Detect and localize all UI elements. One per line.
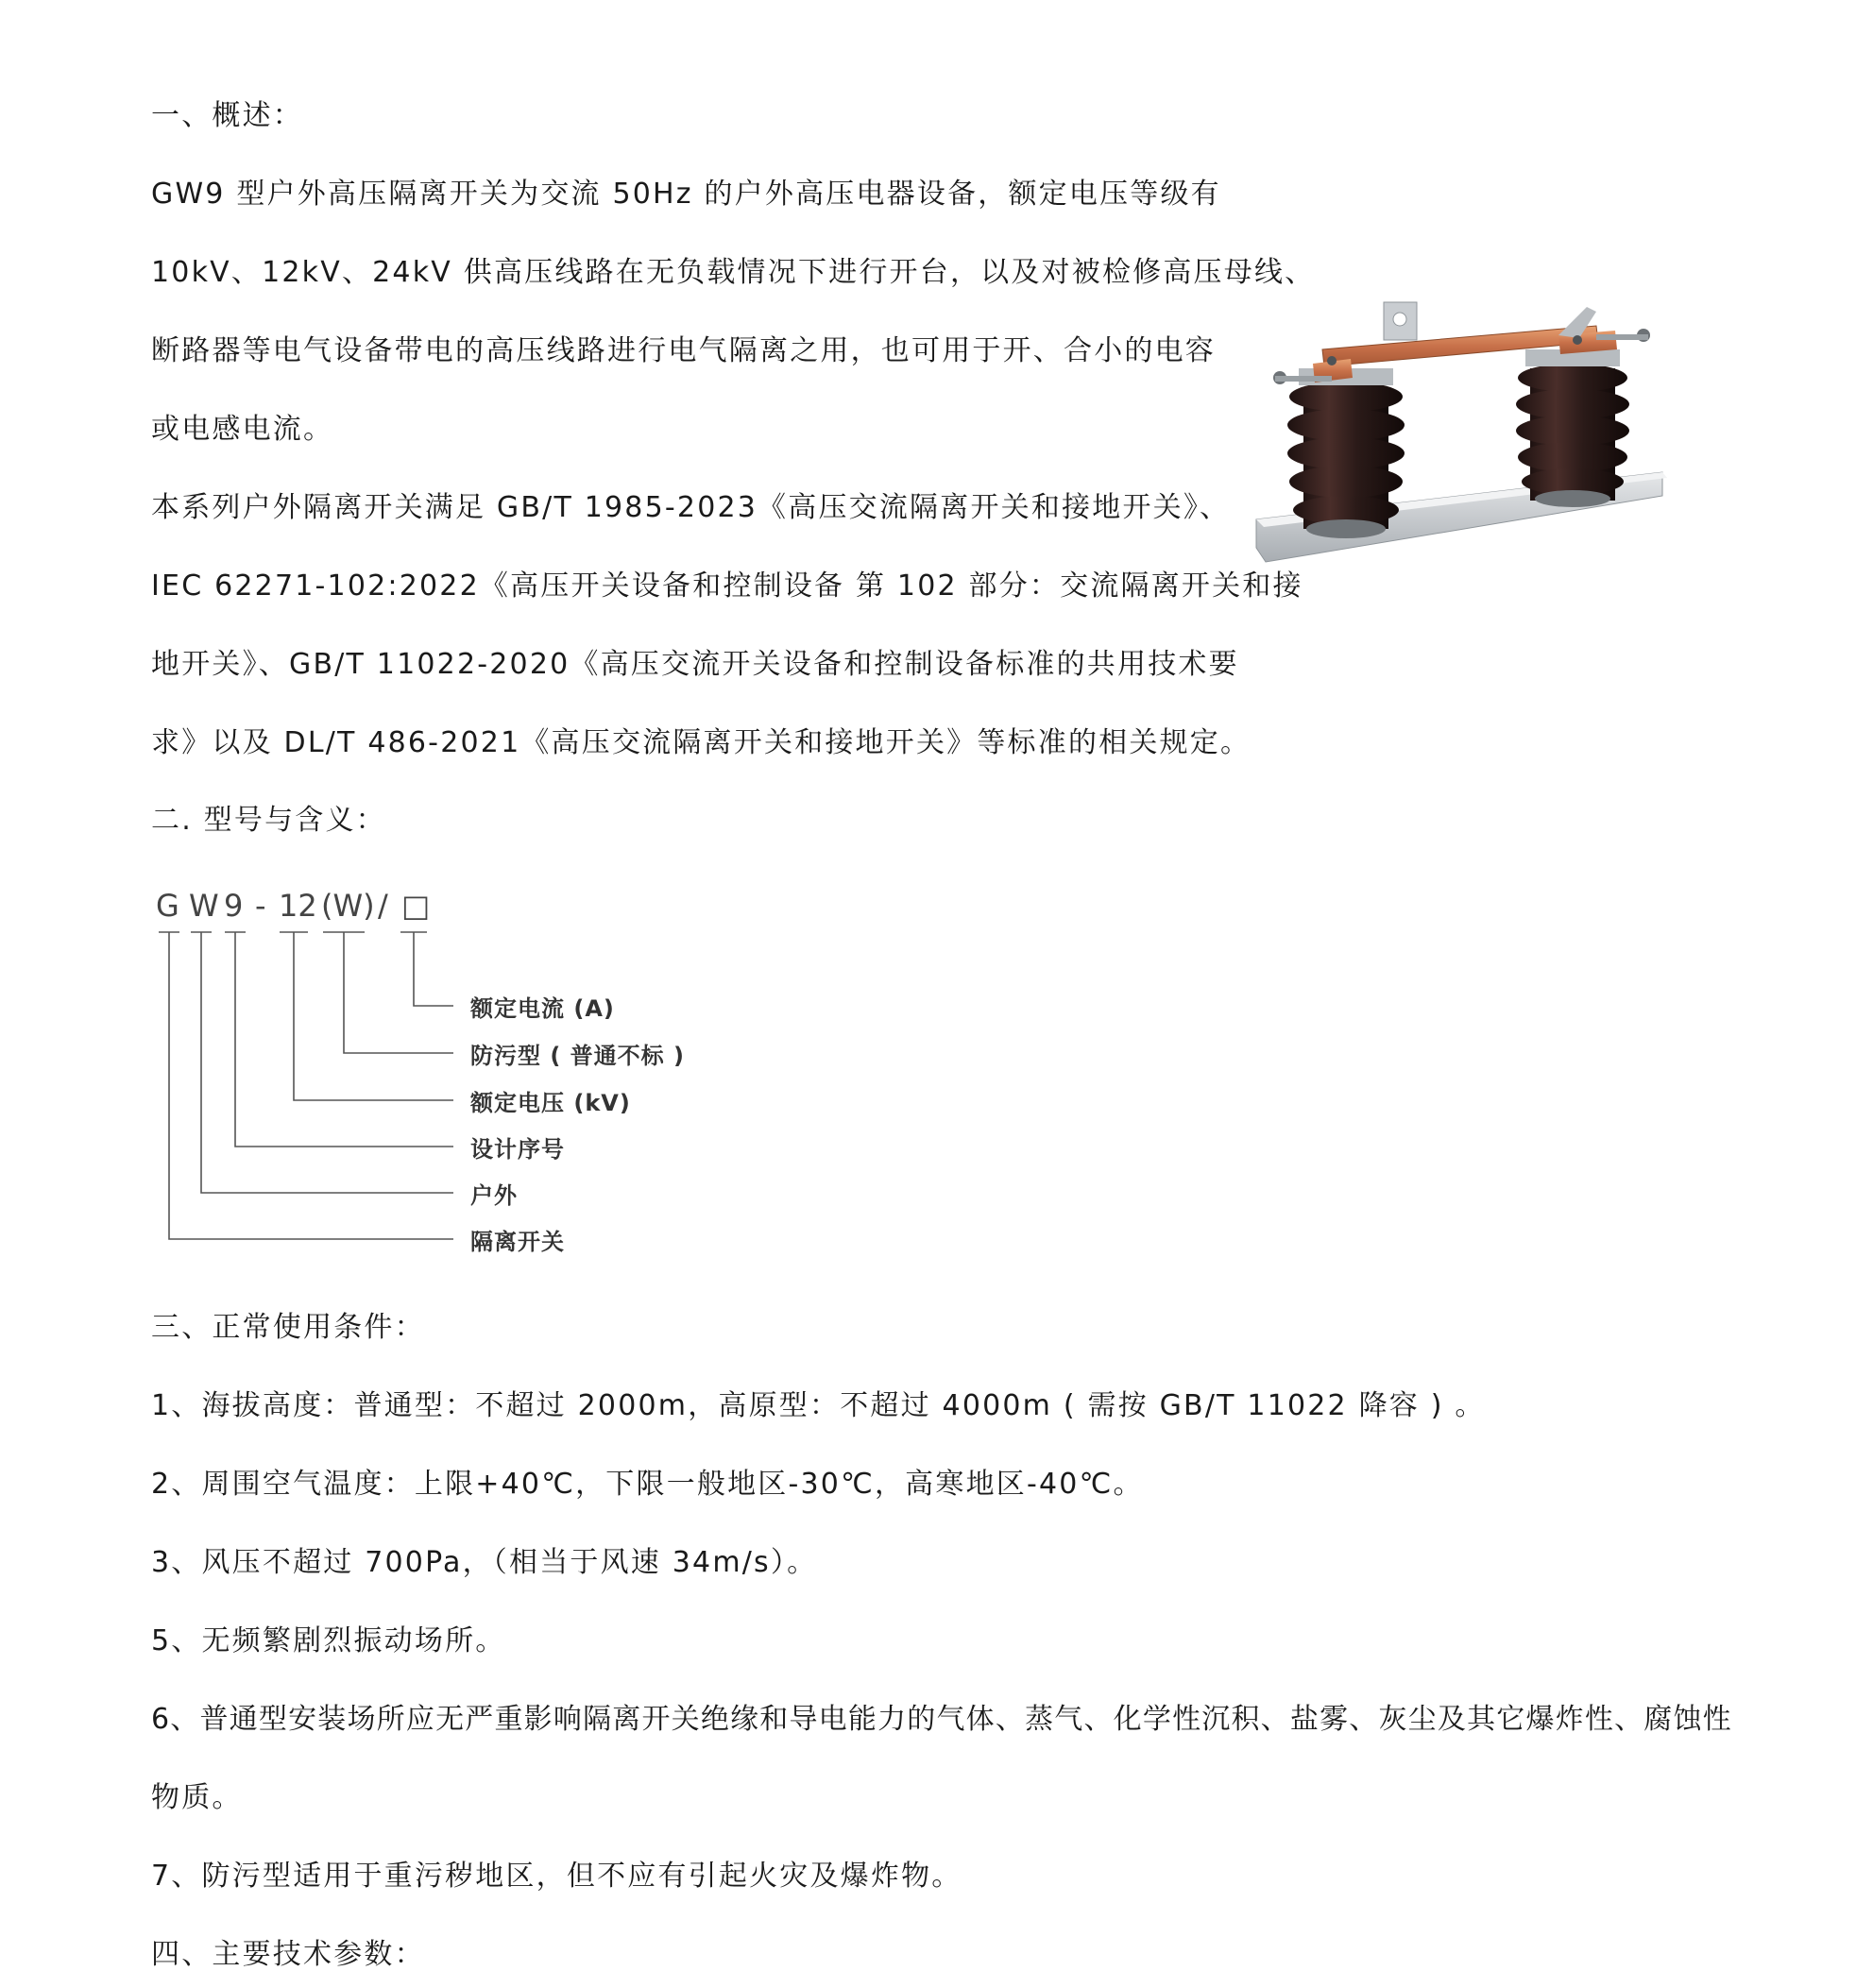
code-part-w-paren: (W)	[321, 888, 375, 924]
disconnect-switch-product-image	[1247, 293, 1681, 576]
code-part-dash: -	[255, 888, 266, 924]
overview-para1-line2: 10kV、12kV、24kV 供高压线路在无负载情况下进行开台，以及对被检修高压母线、	[151, 256, 1316, 289]
overview-para1-line4: 或电感电流。	[151, 413, 334, 446]
section-heading-conditions: 三、正常使用条件：	[151, 1311, 425, 1344]
overview-para2-line2: IEC 62271-102:2022《高压开关设备和控制设备 第 102 部分：交流隔离开关和接	[151, 569, 1303, 603]
code-part-slash: /	[378, 888, 388, 924]
condition-item-anti-pollution: 7、防污型适用于重污秽地区，但不应有引起火灾及爆炸物。	[151, 1860, 962, 1893]
legend-anti-pollution: 防污型 ( 普通不标 )	[470, 1043, 686, 1069]
section-heading-params: 四、主要技术参数：	[151, 1938, 425, 1971]
legend-rated-voltage: 额定电压 (kV)	[470, 1090, 631, 1116]
code-part-12: 12	[279, 888, 317, 924]
overview-para1-line3: 断路器等电气设备带电的高压线路进行电气隔离之用，也可用于开、合小的电容	[151, 334, 1216, 367]
code-part-g: G	[156, 888, 179, 924]
condition-item-environment: 6、普通型安装场所应无严重影响隔离开关绝缘和导电能力的气体、蒸气、化学性沉积、盐雾、灰尘及其它爆炸性、腐蚀性	[151, 1703, 1732, 1736]
overview-para2-line4: 求》以及 DL/T 486-2021《高压交流隔离开关和接地开关》等标准的相关规定。	[151, 726, 1252, 759]
overview-para2-line3: 地开关》、GB/T 11022-2020《高压交流开关设备和控制设备标准的共用技术要	[151, 648, 1239, 681]
legend-disconnect-switch: 隔离开关	[470, 1229, 565, 1255]
overview-para2-line1: 本系列户外隔离开关满足 GB/T 1985-2023《高压交流隔离开关和接地开关》、	[151, 491, 1231, 524]
overview-para1-line1: GW9 型户外高压隔离开关为交流 50Hz 的户外高压电器设备，额定电压等级有	[151, 178, 1221, 211]
condition-item-vibration: 5、无频繁剧烈振动场所。	[151, 1624, 506, 1657]
section-heading-model: 二. 型号与含义：	[151, 804, 386, 837]
code-part-9: 9	[224, 888, 244, 924]
code-part-w: W	[189, 888, 219, 924]
section-heading-overview: 一、概述：	[151, 99, 303, 132]
condition-item-wind-pressure: 3、风压不超过 700Pa，（相当于风速 34m/s）。	[151, 1546, 818, 1579]
condition-item-temperature: 2、周围空气温度：上限+40℃，下限一般地区-30℃，高寒地区-40℃。	[151, 1468, 1144, 1501]
legend-rated-current: 额定电流 (A)	[470, 995, 615, 1022]
code-part-box: □	[401, 888, 431, 924]
condition-item-altitude: 1、海拔高度：普通型：不超过 2000m，高原型：不超过 4000m ( 需按 GB/T 11022 降容 ) 。	[151, 1389, 1486, 1422]
condition-item-environment-cont: 物质。	[151, 1781, 243, 1814]
legend-outdoor: 户外	[470, 1182, 518, 1209]
legend-design-serial: 设计序号	[470, 1136, 565, 1163]
